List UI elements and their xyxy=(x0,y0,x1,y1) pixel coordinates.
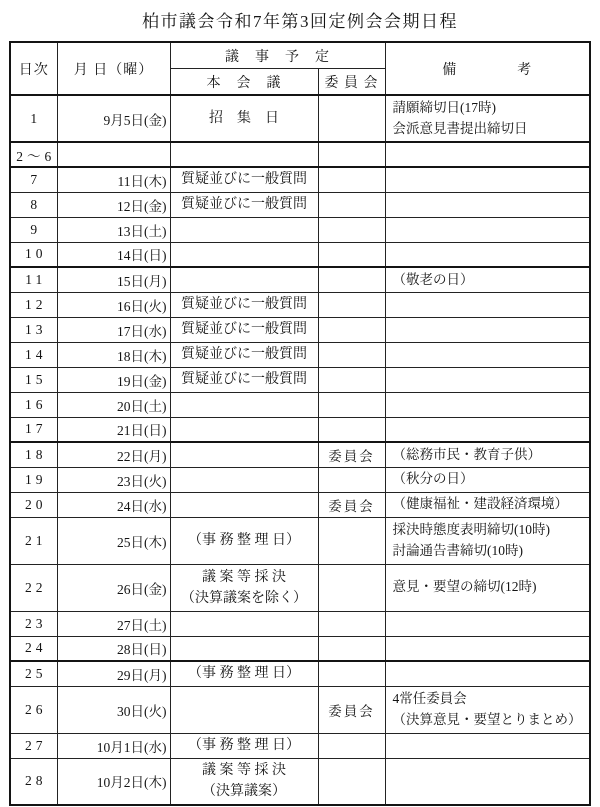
plenary-session-cell xyxy=(170,392,318,417)
day-number-cell: 16 xyxy=(10,392,57,417)
day-number-cell: 17 xyxy=(10,417,57,442)
remarks-cell xyxy=(385,242,590,267)
date-cell: 13日(土) xyxy=(57,217,170,242)
plenary-session-cell: 質疑並びに一般質問 xyxy=(170,167,318,192)
day-number-cell: 21 xyxy=(10,517,57,564)
plenary-session-cell: 質疑並びに一般質問 xyxy=(170,317,318,342)
col-header-remarks: 備 考 xyxy=(385,42,590,95)
remarks-cell: 4常任委員会 （決算意見・要望とりまとめ） xyxy=(385,686,590,733)
schedule-row xyxy=(10,686,590,733)
day-number-cell: 25 xyxy=(10,661,57,686)
schedule-row xyxy=(10,392,590,417)
schedule-row xyxy=(10,636,590,661)
day-number-cell: 11 xyxy=(10,267,57,292)
committee-cell xyxy=(318,611,385,636)
remarks-cell: 採決時態度表明締切(10時) 討論通告書締切(10時) xyxy=(385,517,590,564)
committee-cell xyxy=(318,217,385,242)
day-number-cell: 9 xyxy=(10,217,57,242)
document-page xyxy=(0,7,600,806)
day-number-cell: 19 xyxy=(10,467,57,492)
date-cell: 12日(金) xyxy=(57,192,170,217)
committee-cell xyxy=(318,367,385,392)
date-cell: 27日(土) xyxy=(57,611,170,636)
plenary-session-cell: 質疑並びに一般質問 xyxy=(170,192,318,217)
committee-cell xyxy=(318,661,385,686)
schedule-row xyxy=(10,758,590,805)
remarks-cell: （敬老の日） xyxy=(385,267,590,292)
day-number-cell: 14 xyxy=(10,342,57,367)
date-cell: 15日(月) xyxy=(57,267,170,292)
schedule-row xyxy=(10,167,590,192)
day-number-cell: 12 xyxy=(10,292,57,317)
day-number-cell: 23 xyxy=(10,611,57,636)
day-number-cell: 28 xyxy=(10,758,57,805)
date-cell: 16日(火) xyxy=(57,292,170,317)
schedule-row xyxy=(10,317,590,342)
committee-cell xyxy=(318,267,385,292)
day-number-cell: 13 xyxy=(10,317,57,342)
col-header-day-number: 日次 xyxy=(10,42,57,95)
date-cell: 26日(金) xyxy=(57,564,170,611)
plenary-session-cell: 招 集 日 xyxy=(170,95,318,142)
date-cell: 17日(水) xyxy=(57,317,170,342)
remarks-cell xyxy=(385,758,590,805)
remarks-cell xyxy=(385,142,590,167)
remarks-cell: （総務市民・教育子供） xyxy=(385,442,590,467)
remarks-cell xyxy=(385,611,590,636)
plenary-session-cell xyxy=(170,611,318,636)
date-cell: 21日(日) xyxy=(57,417,170,442)
date-cell: 9月5日(金) xyxy=(57,95,170,142)
schedule-row xyxy=(10,517,590,564)
remarks-cell xyxy=(385,733,590,758)
date-cell: 28日(日) xyxy=(57,636,170,661)
date-cell: 14日(日) xyxy=(57,242,170,267)
col-header-date: 月 日（曜） xyxy=(57,42,170,95)
remarks-cell xyxy=(385,661,590,686)
remarks-cell: 請願締切日(17時) 会派意見書提出締切日 xyxy=(385,95,590,142)
plenary-session-cell: （事 務 整 理 日） xyxy=(170,733,318,758)
committee-cell xyxy=(318,392,385,417)
date-cell: 11日(木) xyxy=(57,167,170,192)
remarks-cell xyxy=(385,636,590,661)
date-cell: 19日(金) xyxy=(57,367,170,392)
day-number-cell: 20 xyxy=(10,492,57,517)
schedule-row xyxy=(10,342,590,367)
date-cell: 22日(月) xyxy=(57,442,170,467)
committee-cell xyxy=(318,95,385,142)
plenary-session-cell: 質疑並びに一般質問 xyxy=(170,342,318,367)
remarks-cell xyxy=(385,167,590,192)
plenary-session-cell: 質疑並びに一般質問 xyxy=(170,292,318,317)
day-number-cell: 24 xyxy=(10,636,57,661)
date-cell xyxy=(57,142,170,167)
day-number-cell: 7 xyxy=(10,167,57,192)
plenary-session-cell xyxy=(170,242,318,267)
plenary-session-cell xyxy=(170,467,318,492)
table-body xyxy=(10,95,590,805)
schedule-row xyxy=(10,492,590,517)
page-title: 柏市議会令和7年第3回定例会会期日程 xyxy=(142,12,458,31)
committee-cell xyxy=(318,733,385,758)
schedule-row xyxy=(10,142,590,167)
remarks-cell xyxy=(385,392,590,417)
plenary-session-cell: （事 務 整 理 日） xyxy=(170,517,318,564)
plenary-session-cell: （事 務 整 理 日） xyxy=(170,661,318,686)
col-header-agenda: 議 事 予 定 xyxy=(170,42,385,69)
remarks-cell xyxy=(385,367,590,392)
remarks-cell: 意見・要望の締切(12時) xyxy=(385,564,590,611)
remarks-cell: （秋分の日） xyxy=(385,467,590,492)
committee-cell xyxy=(318,242,385,267)
committee-cell xyxy=(318,758,385,805)
remarks-cell xyxy=(385,217,590,242)
committee-cell: 委員会 xyxy=(318,492,385,517)
schedule-row xyxy=(10,661,590,686)
committee-cell xyxy=(318,142,385,167)
plenary-session-cell xyxy=(170,492,318,517)
date-cell: 25日(木) xyxy=(57,517,170,564)
plenary-session-cell: 議 案 等 採 決 （決算議案） xyxy=(170,758,318,805)
date-cell: 18日(木) xyxy=(57,342,170,367)
day-number-cell: 10 xyxy=(10,242,57,267)
committee-cell xyxy=(318,564,385,611)
plenary-session-cell xyxy=(170,442,318,467)
date-cell: 10月1日(水) xyxy=(57,733,170,758)
plenary-session-cell xyxy=(170,636,318,661)
remarks-cell xyxy=(385,292,590,317)
committee-cell xyxy=(318,192,385,217)
date-cell: 23日(火) xyxy=(57,467,170,492)
col-header-plenary-session: 本 会 議 xyxy=(170,69,318,96)
plenary-session-cell: 議 案 等 採 決 （決算議案を除く） xyxy=(170,564,318,611)
schedule-row xyxy=(10,417,590,442)
committee-cell xyxy=(318,292,385,317)
remarks-cell: （健康福祉・建設経済環境） xyxy=(385,492,590,517)
day-number-cell: 8 xyxy=(10,192,57,217)
committee-cell xyxy=(318,167,385,192)
schedule-row xyxy=(10,95,590,142)
schedule-row xyxy=(10,217,590,242)
date-cell: 29日(月) xyxy=(57,661,170,686)
table-header xyxy=(10,42,590,95)
remarks-cell xyxy=(385,342,590,367)
day-number-cell: 26 xyxy=(10,686,57,733)
plenary-session-cell: 質疑並びに一般質問 xyxy=(170,367,318,392)
schedule-row xyxy=(10,267,590,292)
committee-cell xyxy=(318,417,385,442)
plenary-session-cell xyxy=(170,217,318,242)
remarks-cell xyxy=(385,417,590,442)
plenary-session-cell xyxy=(170,267,318,292)
date-cell: 10月2日(木) xyxy=(57,758,170,805)
day-number-cell: 18 xyxy=(10,442,57,467)
day-number-cell: 1 xyxy=(10,95,57,142)
date-cell: 24日(水) xyxy=(57,492,170,517)
remarks-cell xyxy=(385,317,590,342)
schedule-row xyxy=(10,292,590,317)
remarks-cell xyxy=(385,192,590,217)
date-cell: 30日(火) xyxy=(57,686,170,733)
plenary-session-cell xyxy=(170,142,318,167)
committee-cell xyxy=(318,317,385,342)
committee-cell: 委員会 xyxy=(318,686,385,733)
schedule-row xyxy=(10,442,590,467)
schedule-row xyxy=(10,564,590,611)
schedule-row xyxy=(10,242,590,267)
committee-cell xyxy=(318,467,385,492)
plenary-session-cell xyxy=(170,686,318,733)
day-number-cell: 15 xyxy=(10,367,57,392)
committee-cell: 委員会 xyxy=(318,442,385,467)
col-header-committee: 委 員 会 xyxy=(318,69,385,96)
day-number-cell: 27 xyxy=(10,733,57,758)
day-number-cell: 22 xyxy=(10,564,57,611)
schedule-row xyxy=(10,367,590,392)
day-number-cell: 2～6 xyxy=(10,142,57,167)
committee-cell xyxy=(318,342,385,367)
schedule-row xyxy=(10,467,590,492)
committee-cell xyxy=(318,517,385,564)
date-cell: 20日(土) xyxy=(57,392,170,417)
plenary-session-cell xyxy=(170,417,318,442)
schedule-row xyxy=(10,733,590,758)
committee-cell xyxy=(318,636,385,661)
session-schedule-table xyxy=(9,41,591,806)
schedule-row xyxy=(10,611,590,636)
schedule-row xyxy=(10,192,590,217)
